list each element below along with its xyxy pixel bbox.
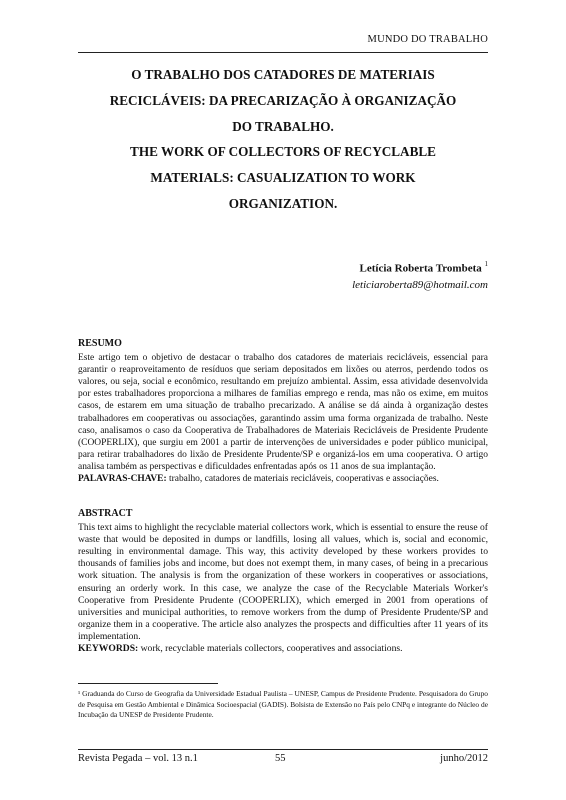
- article-title: [78, 62, 488, 217]
- footer-page-number: 55: [275, 753, 286, 764]
- resumo-body: Este artigo tem o objetivo de destacar o trabalho dos catadores de materiais recicláveis, essencial para garantir o reaproveitamento de resíduos que seriam depositados em lixões ou aterros, perdendo todos os valores, ou seja, social e econômico, resultando em prejuízo ambiental. Assim, essa atividade desenvolvida por estes trabalhadores proporciona a milhares de famílias emprego e renda, mas não os exime, em muitos casos, de estarem em uma situação de trabalho precarizado. A análise se dá ainda à organização destes trabalhadores em cooperativas ou associações, garantindo assim uma forma organizada de trabalho. Neste caso, analisamos o caso da Cooperativa de Trabalhadores de Materiais Recicláveis de Presidente Prudente (COOPERLIX), que surgiu em 2001 a partir de intervenções de universidades e poder público municipal, para retirar trabalhadores do lixão de Presidente Prudente/SP e organizá-los em uma cooperativa. O artigo analisa também as perspectivas e dificuldades enfrentadas após os 11 anos de sua implantação.: [78, 353, 488, 472]
- section-header: MUNDO DO TRABALHO: [367, 34, 488, 45]
- resumo-keywords-text: trabalho, catadores de materiais recicláveis, cooperativas e associações.: [166, 474, 439, 485]
- title-line-en-1: THE WORK OF COLLECTORS OF RECYCLABLE: [130, 144, 436, 160]
- resumo-keywords-label: PALAVRAS-CHAVE:: [78, 474, 167, 485]
- footer-journal: Revista Pegada – vol. 13 n.1: [78, 753, 198, 764]
- author-footnote-mark: 1: [484, 260, 488, 268]
- author-name-text: Letícia Roberta Trombeta: [359, 262, 482, 275]
- title-line-en-2: MATERIALS: CASUALIZATION TO WORK: [150, 170, 416, 186]
- footer-rule: [78, 749, 488, 750]
- title-line-pt-1: O TRABALHO DOS CATADORES DE MATERIAIS: [131, 67, 435, 82]
- resumo-heading: RESUMO: [78, 338, 122, 349]
- header-rule: [78, 52, 488, 53]
- abstract-heading: ABSTRACT: [78, 508, 133, 519]
- abstract-section: [78, 508, 488, 655]
- abstract-body: This text aims to highlight the recyclable material collectors work, which is essential to ensure the reuse of waste that would be deposited in dumps or landfills, losing all values, which is, social and economic, resulting in environmental damage. This way, this activity developed by these workers provides to thousands of families jobs and income, but does not exempt them, in many cases, of being in a precarious work situation. The analysis is from the organization of these workers in cooperatives or associations, ensuring an orderly work. In this case, we analyze the case of the Recyclable Materials Worker's Cooperative from Presidente Prudente (COOPERLIX), which emerged in 2001 from operations of universities and municipal authorities, to remove workers from the dump of Presidente Prudente/SP and organize them in a cooperative. The article also analyzes the prospects and difficulties after 11 years of its implementation.: [78, 522, 488, 642]
- title-line-pt-3: DO TRABALHO.: [232, 118, 334, 134]
- author-name: [352, 257, 488, 277]
- author-email: leticiaroberta89@hotmail.com: [352, 278, 488, 291]
- author-block: [352, 257, 488, 293]
- resumo-keywords: [78, 473, 488, 485]
- abstract-keywords-label: KEYWORDS:: [78, 643, 139, 655]
- footer-date: junho/2012: [440, 753, 488, 764]
- title-line-pt-2: RECICLÁVEIS: DA PRECARIZAÇÃO À ORGANIZAÇÃO: [109, 92, 457, 108]
- abstract-keywords: [78, 643, 488, 655]
- title-line-en-3: ORGANIZATION.: [228, 195, 338, 211]
- resumo-section: [78, 338, 488, 485]
- footnote-rule: [78, 683, 218, 684]
- footnote: ¹ Graduanda do Curso de Geografia da Universidade Estadual Paulista – UNESP, Campus de Presidente Prudente. Pesquisadora do Grupo de Pesquisa em Gestão Ambiental e Dinâmica Socioespacial (GADIS). Bolsista de Extensão no País pelo CNPq e integrante do Núcleo de Incubação da UNESP de Presidente Prudente.: [78, 689, 488, 720]
- abstract-keywords-text: work, recyclable materials collectors, cooperatives and associations.: [138, 643, 403, 655]
